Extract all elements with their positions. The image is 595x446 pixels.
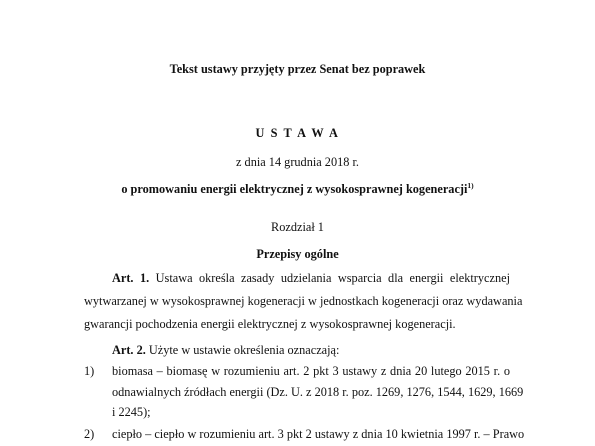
act-title-text: o promowaniu energii elektrycznej z wysokosprawnej kogeneracji bbox=[121, 182, 468, 196]
act-title bbox=[0, 182, 595, 197]
act-label: U S T A W A bbox=[255, 126, 340, 140]
art2-item-1-line2: odnawialnych źródłach energii (Dz. U. z 2018 r. poz. 1269, 1276, 1544, 1629, 1669 bbox=[112, 385, 524, 399]
art2-item-1-line1: biomasa – biomasę w rozumieniu art. 2 pkt 3 ustawy z dnia 20 lutego 2015 r. o bbox=[112, 364, 510, 378]
title-footnote-marker: 1) bbox=[467, 180, 474, 190]
chapter-number: Rozdział 1 bbox=[271, 220, 324, 234]
art2-intro: Użyte w ustawie określenia oznaczają: bbox=[148, 343, 340, 357]
art1-line3: gwarancji pochodzenia energii elektrycznej z wysokosprawnej kogeneracji. bbox=[84, 317, 456, 331]
art2-intro-line bbox=[112, 342, 339, 358]
act-date: z dnia 14 grudnia 2018 r. bbox=[236, 155, 359, 169]
art1-line1: Ustawa określa zasady udzielania wsparcia dla energii elektrycznej bbox=[155, 271, 510, 285]
art2-label: Art. 2. bbox=[112, 343, 146, 357]
chapter-name: Przepisy ogólne bbox=[256, 247, 339, 261]
art2-item-1-num: 1) bbox=[84, 364, 95, 378]
art2-item-1-line3: i 2245); bbox=[112, 405, 151, 419]
art2-item-2-line1: ciepło – ciepło w rozumieniu art. 3 pkt 2 ustawy z dnia 10 kwietnia 1997 r. – Prawo bbox=[112, 427, 525, 441]
art1-label: Art. 1. bbox=[112, 271, 150, 285]
art1-first-line bbox=[112, 270, 510, 286]
art1-line2: wytwarzanej w wysokosprawnej kogeneracji w jednostkach kogeneracji oraz wydawania bbox=[84, 294, 523, 308]
senate-note: Tekst ustawy przyjęty przez Senat bez poprawek bbox=[169, 62, 426, 76]
art2-item-2-num: 2) bbox=[84, 427, 95, 441]
